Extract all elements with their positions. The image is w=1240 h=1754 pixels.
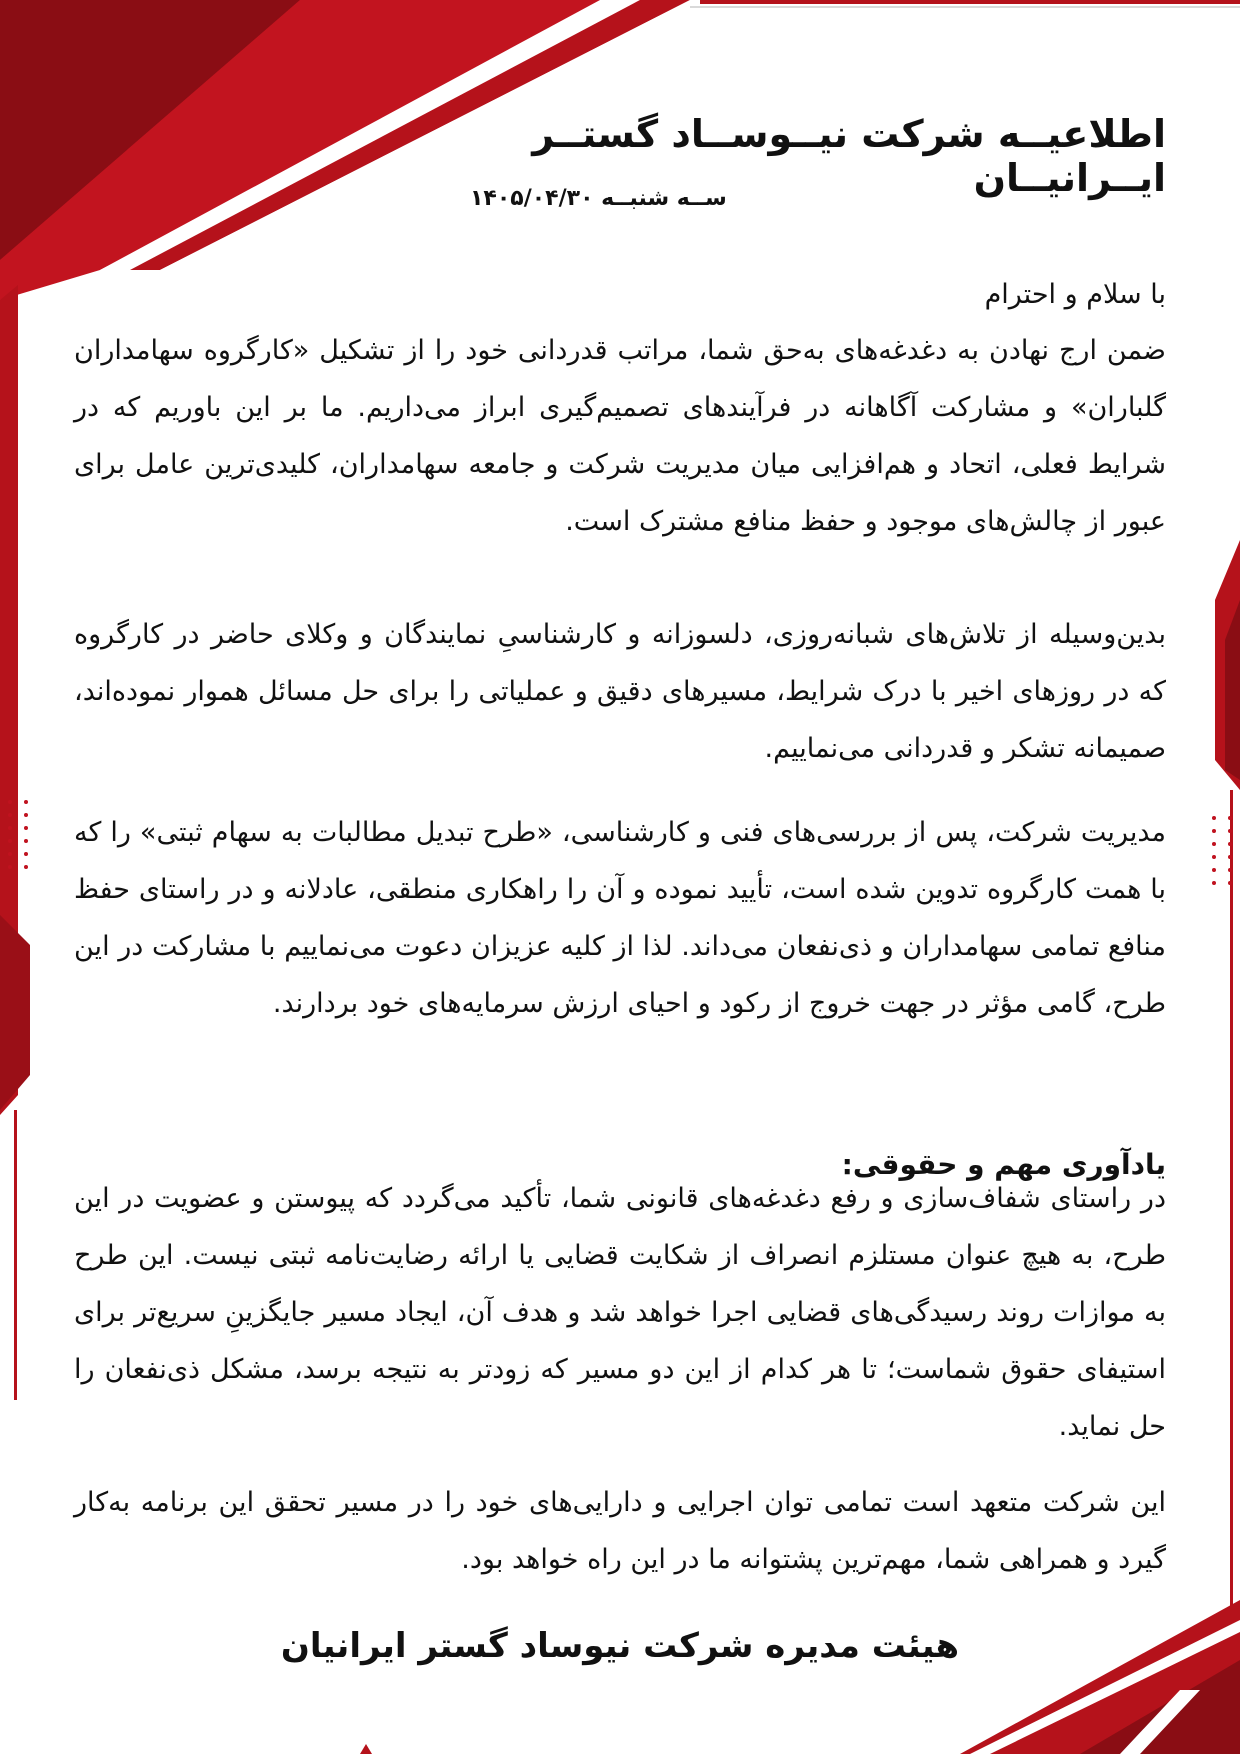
board-signature: هیئت مدیره شرکت نیوساد گستر ایرانیان (280, 1626, 960, 1666)
top-right-stripe (690, 6, 1240, 8)
top-right-line (700, 0, 1240, 4)
left-mid-shape (0, 915, 30, 1110)
reminder-heading: یادآوری مهم و حقوقی: (841, 1148, 1166, 1181)
greeting: با سلام و احترام (984, 279, 1166, 310)
right-dot-pattern (1212, 816, 1235, 885)
paragraph-appreciation: ضمن ارج نهادن به دغدغه‌های به‌حق شما، مراتب قدردانی خود را از تشکیل «کارگروه سهامداران گلباران» و مشارکت آگاهانه در فرآیندهای تصمیم‌گیری ابراز می‌داریم. ما بر این باوریم که در شرایط فعلی، اتحاد و هم‌افزایی میان مدیریت شرکت و جامعه سهامداران، کلیدی‌ترین عامل برای عبور از چالش‌های موجود و حفظ منافع مشترک است. (74, 335, 1166, 537)
paragraph-thanks: بدین‌وسیله از تلاش‌های شبانه‌روزی، دلسوزانه و کارشناسیِ نمایندگان و وکلای حاضر در کارگروه که در روزهای اخیر با درک شرایط، مسیرهای دقیق و عملیاتی را برای حل مسائل هموار نموده‌اند، صمیمانه تشکر و قدردانی می‌نماییم. (74, 619, 1166, 764)
right-thin-line (1230, 790, 1233, 1620)
left-dot-pattern (8, 800, 31, 869)
bottom-center-mark (360, 1744, 372, 1754)
paragraph-plan-approval: مدیریت شرکت، پس از بررسی‌های فنی و کارشناسی، «طرح تبدیل مطالبات به سهام ثبتی» را که با همت کارگروه تدوین شده است، تأیید نموده و آن را راهکاری منطقی، عادلانه و در راستای حفظ منافع تمامی سهامداران و ذی‌نفعان می‌داند. لذا از کلیه عزیزان دعوت می‌نماییم با مشارکت در این طرح، گامی مؤثر در جهت خروج از رکود و احیای ارزش سرمایه‌های خود بردارند. (74, 817, 1166, 1019)
announcement-date: ســه شنبــه ۱۴۰۵/۰۴/۳۰ (470, 186, 727, 211)
paragraph-legal-reminder: در راستای شفاف‌سازی و رفع دغدغه‌های قانونی شما، تأکید می‌گردد که پیوستن و عضویت در این طرح، به هیچ عنوان مستلزم انصراف از شکایت قضایی یا ارائه رضایت‌نامه ثبتی نیست. این طرح به موازات روند رسیدگی‌های قضایی اجرا خواهد شد و هدف آن، ایجاد مسیر جایگزینِ سریع‌تر برای استیفای حقوق شماست؛ تا هر کدام از این دو مسیر که زودتر به نتیجه برسد، مشکل ذی‌نفعان را حل نماید. (74, 1183, 1166, 1442)
paragraph-commitment: این شرکت متعهد است تمامی توان اجرایی و دارایی‌های خود را در مسیر تحقق این برنامه به‌کار گیرد و همراهی شما، مهم‌ترین پشتوانه ما در این راه خواهد بود. (74, 1487, 1166, 1575)
announcement-title: اطلاعیــه شرکت نیــوســاد گستــر ایــرانیــان (532, 112, 1166, 200)
left-thin-line (14, 1110, 17, 1400)
